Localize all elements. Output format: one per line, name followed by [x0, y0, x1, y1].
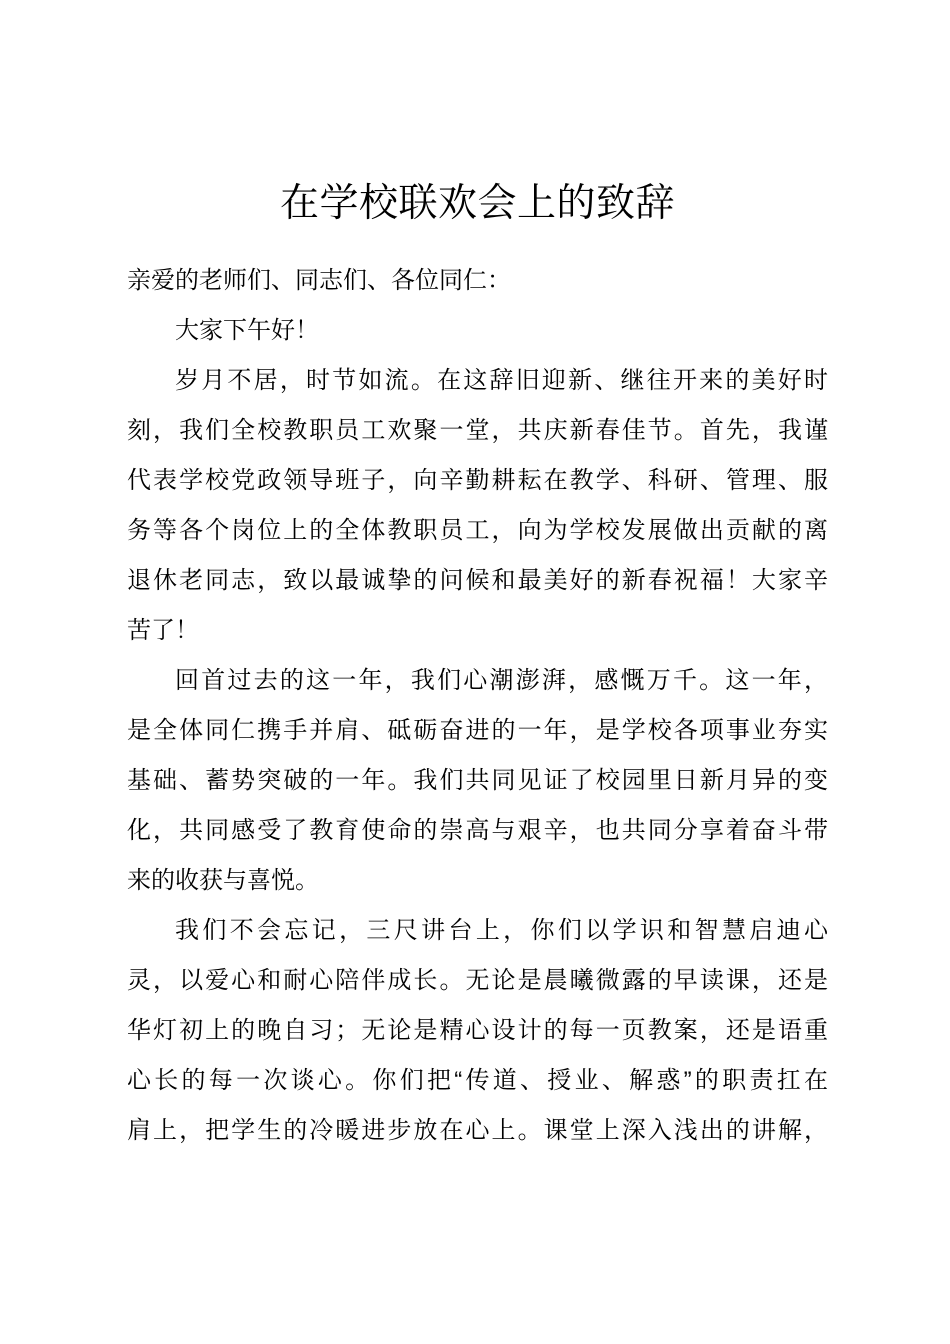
text-line: 大家下午好！ — [175, 317, 319, 344]
text-line: 来的收获与喜悦。 — [127, 867, 319, 894]
text-line: 灵，以爱心和耐心陪伴成长。无论是晨曦微露的早读课，还是 — [127, 967, 828, 994]
document-title: 在学校联欢会上的致辞 — [279, 182, 675, 225]
text-line: 肩上，把学生的冷暖进步放在心上。课堂上深入浅出的讲解， — [127, 1117, 828, 1144]
text-line: 我们不会忘记，三尺讲台上，你们以学识和智慧启迪心 — [175, 917, 828, 944]
text-line: 退休老同志，致以最诚挚的问候和最美好的新春祝福！大家辛 — [127, 567, 828, 594]
text-line: 化，共同感受了教育使命的崇高与艰辛，也共同分享着奋斗带 — [127, 817, 828, 844]
text-line: 心长的每一次谈心。你们把“传道、授业、解惑”的职责扛在 — [127, 1067, 828, 1094]
text-line: 刻，我们全校教职员工欢聚一堂，共庆新春佳节。首先，我谨 — [127, 417, 828, 444]
text-line: 基础、蓄势突破的一年。我们共同见证了校园里日新月异的变 — [127, 767, 828, 794]
text-line: 代表学校党政领导班子，向辛勤耕耘在教学、科研、管理、服 — [127, 467, 828, 494]
document-body — [127, 256, 828, 1156]
text-line: 苦了！ — [127, 617, 199, 644]
text-line: 岁月不居，时节如流。在这辞旧迎新、继往开来的美好时 — [175, 367, 828, 394]
text-line: 亲爱的老师们、同志们、各位同仁： — [127, 267, 511, 294]
text-line: 华灯初上的晚自习；无论是精心设计的每一页教案，还是语重 — [127, 1017, 828, 1044]
text-line: 务等各个岗位上的全体教职员工，向为学校发展做出贡献的离 — [127, 517, 828, 544]
text-line: 回首过去的这一年，我们心潮澎湃，感慨万千。这一年， — [175, 667, 828, 694]
text-line: 是全体同仁携手并肩、砥砺奋进的一年，是学校各项事业夯实 — [127, 717, 828, 744]
